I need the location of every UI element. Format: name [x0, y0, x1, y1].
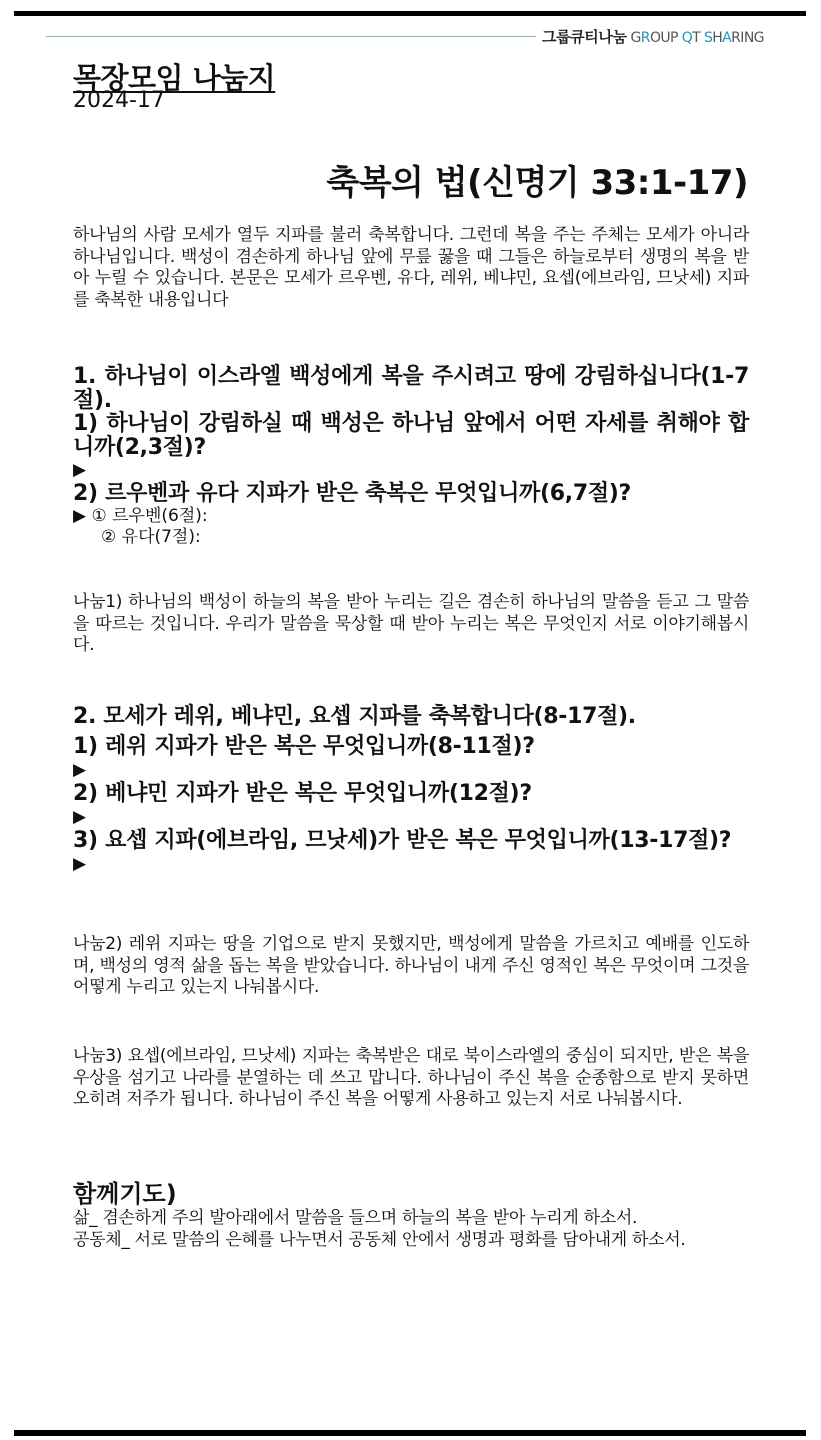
section-1-question-2: 2) 르우벤과 유다 지파가 받은 축복은 무엇입니까(6,7절)?: [73, 481, 632, 506]
brand-korean: 그룹큐티나눔: [542, 28, 627, 46]
bottom-rule: [14, 1430, 806, 1436]
prayer-title: 함께기도): [73, 1180, 177, 1208]
prayer-line-community: 공동체_ 서로 말씀의 은혜를 나누면서 공동체 안에서 생명과 평화를 담아내게 하소서.: [73, 1229, 686, 1250]
prayer-line-life: 삶_ 겸손하게 주의 발아래에서 말씀을 들으며 하늘의 복을 받아 누리게 하소서.: [73, 1208, 638, 1228]
section-2-question-3: 3) 요셉 지파(에브라임, 므낫세)가 받은 복은 무엇입니까(13-17절)?: [73, 828, 732, 853]
brand-logo: [542, 26, 764, 47]
intro-paragraph: 하나님의 사람 모세가 열두 지파를 불러 축복합니다. 그런데 복을 주는 주체는 모세가 아니라 하나님입니다. 백성이 겸손하게 하나님 앞에 무릎 꿇을 때 그들은 하늘로부터 생명의 복을 받아 누릴 수 있습니다. 본문은 모세가 르우벤, 유다, 레위, 베냐민, 요셉(에브라임, 므낫세) 지파를 축복한 내용입니다: [73, 225, 749, 310]
section-2: [73, 705, 749, 875]
share-1-paragraph: 나눔1) 하나님의 백성이 하늘의 복을 받아 누리는 길은 겸손히 하나님의 말씀을 듣고 그 말씀을 따르는 것입니다. 우리가 말씀을 묵상할 때 받아 누리는 복은 무엇인지 서로 이야기해봅시다.: [73, 592, 749, 656]
section-1-heading: 1. 하나님이 이스라엘 백성에게 복을 주시려고 땅에 강림하십니다(1-7절).: [73, 364, 749, 413]
answer-marker: ▶: [73, 460, 87, 480]
document-title: 목장모임 나눔지: [73, 61, 276, 95]
share-3-paragraph: 나눔3) 요셉(에브라임, 므낫세) 지파는 축복받은 대로 북이스라엘의 중심이 되지만, 받은 복을 우상을 섬기고 나라를 분열하는 데 쓰고 맙니다. 하나님이 주신 복을 순종함으로 받지 못하면 오히려 저주가 됩니다. 하나님이 주신 복을 어떻게 사용하고 있는지 서로 나눠봅시다.: [73, 1046, 749, 1110]
section-2-question-1: 1) 레위 지파가 받은 복은 무엇입니까(8-11절)?: [73, 734, 535, 759]
brand-english: GROUP QT SHARING: [630, 30, 764, 46]
section-2-question-2: 2) 베냐민 지파가 받은 복은 무엇입니까(12절)?: [73, 781, 532, 806]
answer-line-judah-text: ② 유다(7절):: [101, 527, 201, 547]
sermon-title: 축복의 법(신명기 33:1-17): [326, 163, 748, 203]
prayer-section: [73, 1180, 749, 1251]
header-line: [46, 36, 536, 37]
answer-line-judah: [73, 527, 749, 548]
section-1-question-1: 1) 하나님이 강림하실 때 백성은 하나님 앞에서 어떤 자세를 취해야 합니까(2,3절)?: [73, 411, 749, 460]
answer-marker: ▶: [73, 760, 87, 780]
section-2-heading: 2. 모세가 레위, 베냐민, 요셉 지파를 축복합니다(8-17절).: [73, 704, 636, 729]
answer-marker: ▶: [73, 807, 87, 827]
section-1: [73, 365, 749, 548]
answer-line-reuben: ▶ ① 르우벤(6절):: [73, 506, 208, 526]
document-date: 2024-17: [73, 88, 165, 113]
top-rule: [14, 11, 806, 16]
answer-marker: ▶: [73, 854, 87, 874]
share-2-paragraph: 나눔2) 레위 지파는 땅을 기업으로 받지 못했지만, 백성에게 말씀을 가르치고 예배를 인도하며, 백성의 영적 삶을 돕는 복을 받았습니다. 하나님이 내게 주신 영적인 복은 무엇이며 그것을 어떻게 누리고 있는지 나눠봅시다.: [73, 934, 749, 998]
